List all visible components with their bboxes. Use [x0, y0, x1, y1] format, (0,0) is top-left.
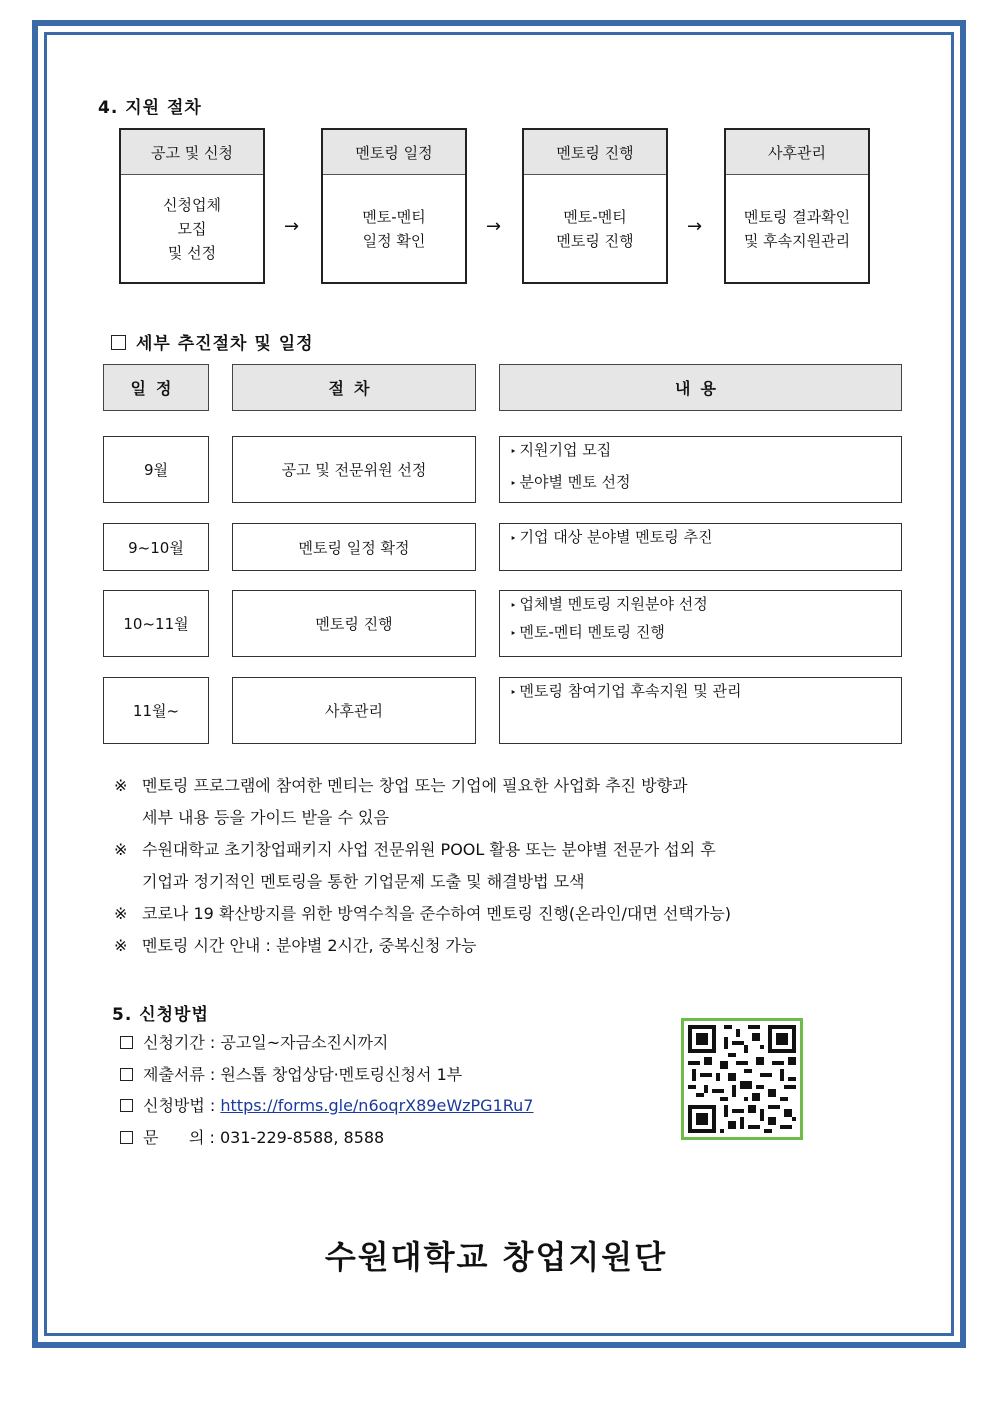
row4-step: 사후관리: [232, 677, 476, 744]
note-mark: ※: [114, 776, 128, 795]
checkbox-square-icon: [120, 1131, 133, 1144]
note-text: 세부 내용 등을 가이드 받을 수 있음: [142, 808, 389, 827]
app-docs-row: [120, 1062, 462, 1088]
flow-step-line: 일정 확인: [362, 232, 426, 250]
app-label: 신청기간 :: [143, 1033, 221, 1052]
row4-date: 11월~: [103, 677, 209, 744]
schedule-title: 세부 추진절차 및 일정: [136, 334, 314, 354]
app-value: 원스톱 창업상담·멘토링신청서 1부: [220, 1065, 463, 1084]
app-value: 공고일~자금소진시까지: [220, 1033, 389, 1052]
flow-step-line: 멘토링 진행: [556, 232, 634, 250]
qr-code-graphic: [684, 1021, 800, 1137]
app-period-row: [120, 1030, 388, 1056]
note-mark: ※: [114, 840, 128, 859]
content-item: ‣ 멘토-멘티 멘토링 진행: [510, 619, 665, 647]
application-form-link[interactable]: https://forms.gle/n6oqrX89eWzPG1Ru7: [220, 1096, 534, 1115]
flow-step-head: 멘토링 진행: [524, 130, 666, 175]
flow-step-head: 공고 및 신청: [121, 130, 263, 175]
note-1: [114, 770, 934, 834]
content-item: ‣ 지원기업 모집: [510, 437, 611, 465]
note-mark: ※: [114, 936, 128, 955]
flow-step-2: [321, 128, 467, 284]
note-text: 멘토링 프로그램에 참여한 멘티는 창업 또는 기업에 필요한 사업화 추진 방향과: [142, 776, 688, 795]
row1-step: 공고 및 전문위원 선정: [232, 436, 476, 503]
flow-step-line: 멘토링 결과확인: [743, 208, 851, 226]
header-date: 일정: [103, 364, 209, 411]
row3-date: 10~11월: [103, 590, 209, 657]
header-content: 내용: [499, 364, 902, 411]
note-2: [114, 834, 934, 898]
flow-step-3: [522, 128, 668, 284]
app-label: 제출서류 :: [143, 1065, 221, 1084]
content-item: ‣ 분야별 멘토 선정: [510, 469, 630, 497]
schedule-title-row: [111, 329, 314, 354]
content-item: ‣ 기업 대상 분야별 멘토링 추진: [510, 524, 712, 552]
row2-date: 9~10월: [103, 523, 209, 571]
app-method-row: [120, 1093, 533, 1119]
note-text: 기업과 정기적인 멘토링을 통한 기업문제 도출 및 해결방법 모색: [142, 872, 585, 891]
checkbox-square-icon: [120, 1068, 133, 1081]
flow-step-head: 사후관리: [726, 130, 868, 175]
row1-date: 9월: [103, 436, 209, 503]
note-3: [114, 898, 934, 930]
flow-arrow-icon: →: [486, 216, 502, 237]
row3-content: [499, 590, 902, 657]
flow-arrow-icon: →: [687, 216, 703, 237]
note-text: 코로나 19 확산방지를 위한 방역수칙을 준수하여 멘토링 진행(온라인/대면 선택가능): [142, 904, 731, 923]
note-mark: ※: [114, 904, 128, 923]
section5-title: 5. 신청방법: [112, 1005, 209, 1025]
flow-step-4: [724, 128, 870, 284]
header-step: 절차: [232, 364, 476, 411]
flow-step-line: 및 후속지원관리: [743, 232, 851, 250]
note-text: 수원대학교 초기창업패키지 사업 전문위원 POOL 활용 또는 분야별 전문가 섭외 후: [142, 840, 716, 859]
flow-arrow-icon: →: [284, 216, 300, 237]
app-contact-row: [120, 1125, 384, 1151]
flow-step-line: 및 선정: [167, 244, 217, 262]
flow-step-line: 멘토-멘티: [362, 208, 426, 226]
checkbox-square-icon: [120, 1099, 133, 1112]
app-value: 031-229-8588, 8588: [220, 1128, 385, 1147]
flow-step-line: 신청업체: [163, 196, 221, 214]
flow-step-line: 멘토-멘티: [563, 208, 627, 226]
checkbox-square-icon: [120, 1036, 133, 1049]
app-label: 문 의 :: [143, 1128, 220, 1147]
app-label: 신청방법 :: [143, 1096, 221, 1115]
section4-title: 4. 지원 절차: [98, 98, 202, 118]
note-4: [114, 930, 934, 962]
flow-step-head: 멘토링 일정: [323, 130, 465, 175]
organization-name: 수원대학교 창업지원단: [324, 1238, 668, 1276]
row1-content: [499, 436, 902, 503]
flow-step-1: [119, 128, 265, 284]
checkbox-square-icon: [111, 335, 126, 350]
row2-content: [499, 523, 902, 571]
row2-step: 멘토링 일정 확정: [232, 523, 476, 571]
flow-step-line: 모집: [177, 220, 207, 238]
row3-step: 멘토링 진행: [232, 590, 476, 657]
row4-content: [499, 677, 902, 744]
content-item: ‣ 업체별 멘토링 지원분야 선정: [510, 591, 708, 619]
content-item: ‣ 멘토링 참여기업 후속지원 및 관리: [510, 678, 741, 706]
qr-code-icon[interactable]: [681, 1018, 803, 1140]
note-text: 멘토링 시간 안내 : 분야별 2시간, 중복신청 가능: [142, 936, 477, 955]
